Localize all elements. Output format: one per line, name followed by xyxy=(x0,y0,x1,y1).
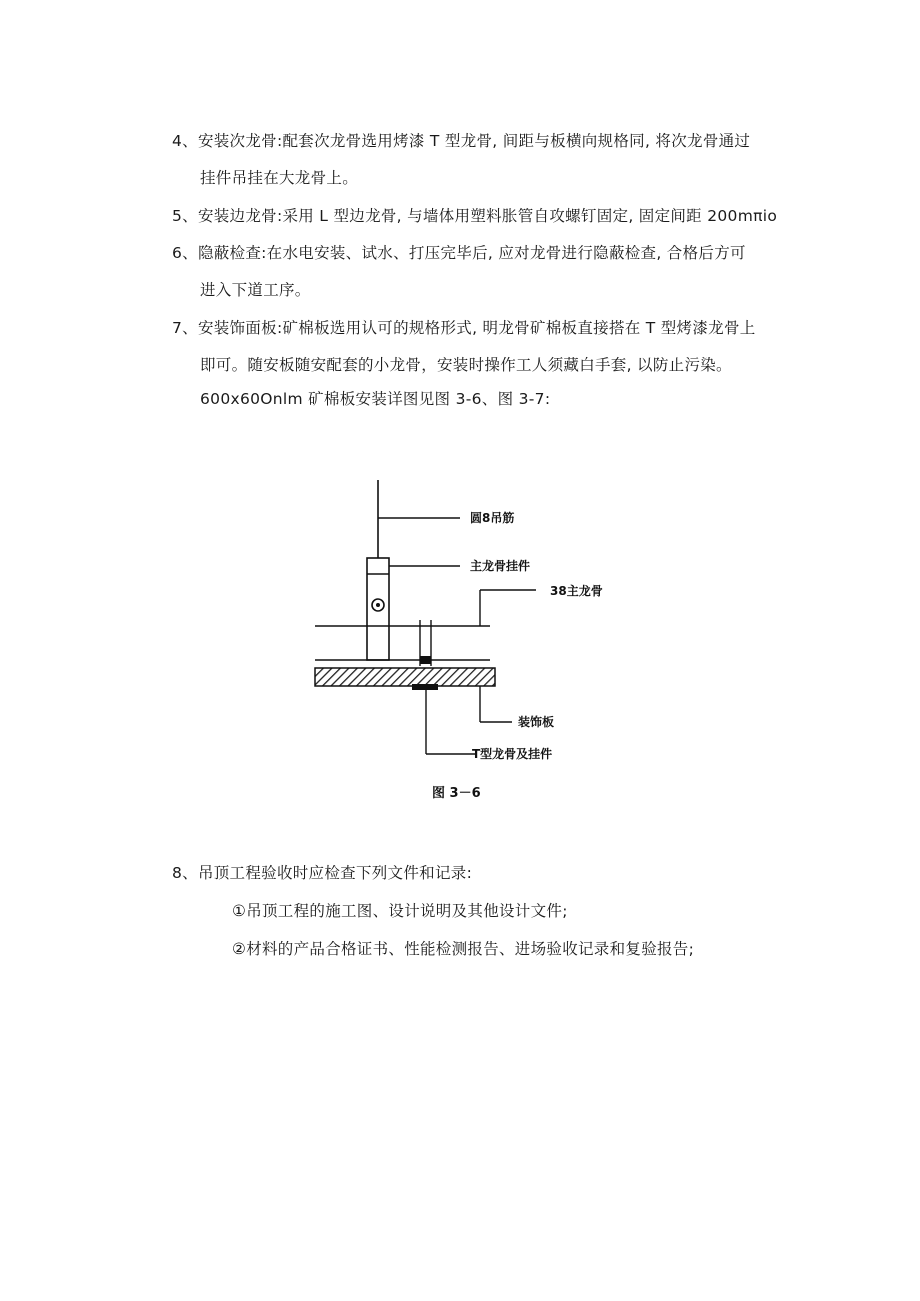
item-6-line-2: 进入下道工序。 xyxy=(200,281,311,299)
label-hanger-rod: 圆8吊筋 xyxy=(470,511,515,525)
item-7-line-2: 即可。随安板随安配套的小龙骨，安装时操作工人须藏白手套, 以防止污染。 xyxy=(200,356,732,374)
ceiling-installation-figure xyxy=(300,470,620,810)
figure-caption: 图 3－6 xyxy=(432,786,481,801)
item-4-line-1: 4、安装次龙骨:配套次龙骨选用烤漆 T 型龙骨, 间距与板横向规格同, 将次龙骨通过 xyxy=(172,132,751,150)
item-5-line-1: 5、安装边龙骨:采用 L 型边龙骨, 与墙体用塑料胀管自攻螺钉固定, 固定间距 200mπio xyxy=(172,207,778,225)
figure-drawing xyxy=(300,470,620,810)
item-4-line-2: 挂件吊挂在大龙骨上。 xyxy=(200,169,359,187)
label-t-keel: T型龙骨及挂件 xyxy=(472,747,553,761)
item-8-line-1: 8、吊顶工程验收时应检查下列文件和记录: xyxy=(172,864,473,882)
item-8-sub-2: ②材料的产品合格证书、性能检测报告、进场验收记录和复验报告; xyxy=(232,940,695,958)
item-7-line-1: 7、安装饰面板:矿棉板选用认可的规格形式, 明龙骨矿棉板直接搭在 T 型烤漆龙骨上 xyxy=(172,319,756,337)
label-main-keel-hanger: 主龙骨挂件 xyxy=(470,559,531,573)
item-6-line-1: 6、隐蔽检查:在水电安装、试水、打压完毕后, 应对龙骨进行隐蔽检查, 合格后方可 xyxy=(172,244,746,262)
label-decorative-panel: 装饰板 xyxy=(518,715,555,729)
label-main-keel: 38主龙骨 xyxy=(550,584,603,598)
item-7-line-3: 600x60Onlm 矿棉板安装详图见图 3-6、图 3-7: xyxy=(200,390,551,408)
item-8-sub-1: ①吊顶工程的施工图、设计说明及其他设计文件; xyxy=(232,902,568,920)
decorative-panel xyxy=(315,668,495,686)
